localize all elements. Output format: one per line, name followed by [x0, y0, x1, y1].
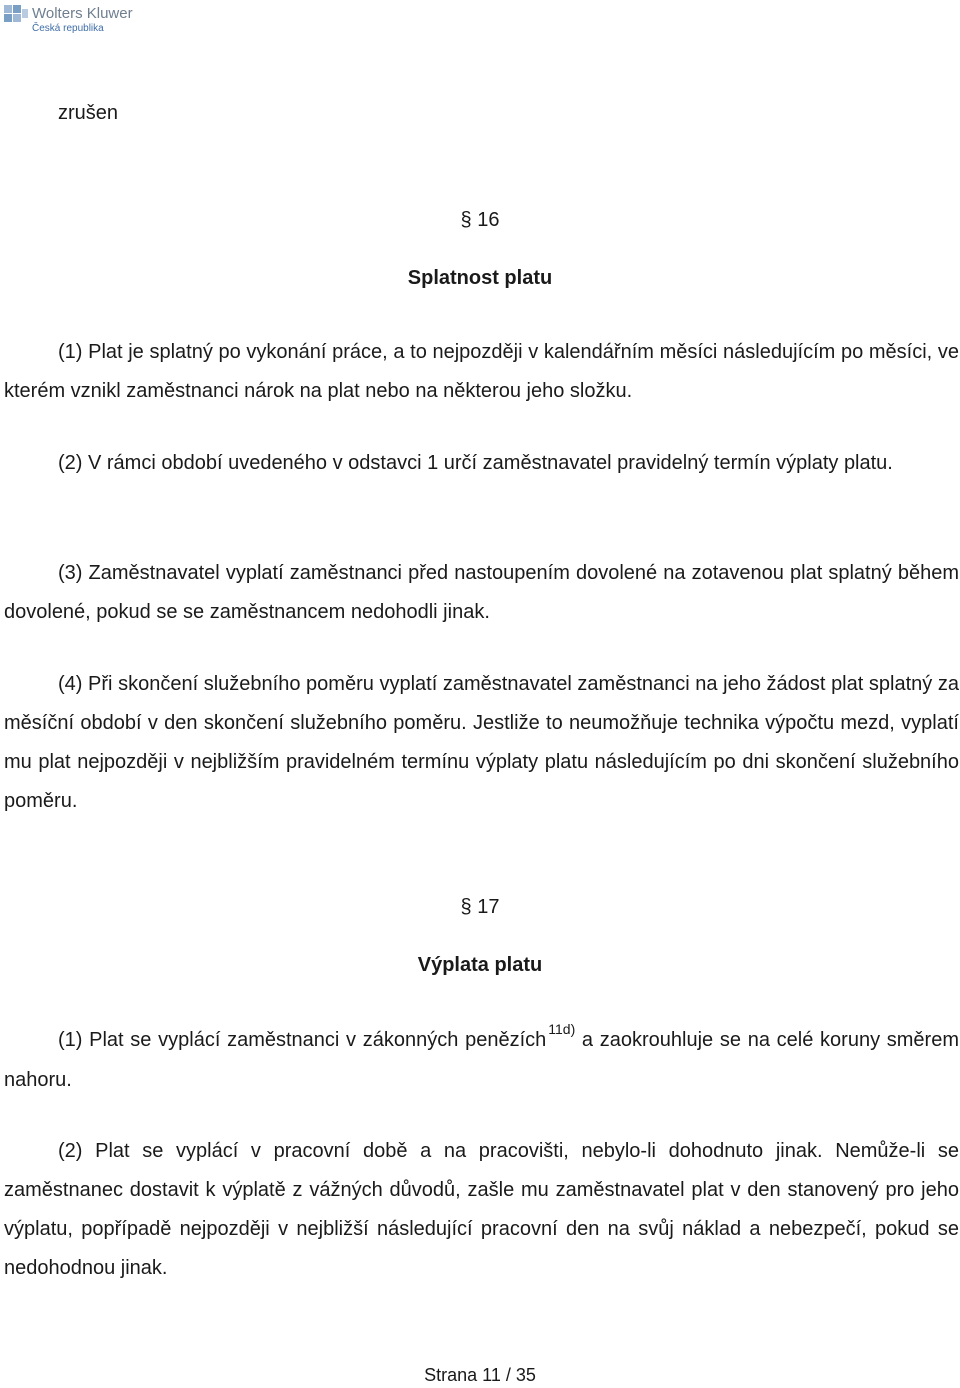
- section-16-paragraph-1: (1) Plat je splatný po vykonání práce, a to nejpozději v kalendářním měsíci následujícím po měsíci, ve kterém vznikl zaměstnanci nárok na plat nebo na některou jeho složku.: [4, 341, 959, 402]
- footnote-reference-link[interactable]: 11d): [548, 1021, 576, 1037]
- repeal-status-text: zrušen: [58, 102, 119, 124]
- publisher-logo: [4, 3, 154, 35]
- section-17-title: Výplata platu: [417, 954, 543, 976]
- section-17-paragraph-2: (2) Plat se vyplácí v pracovní době a na pracovišti, nebylo-li dohodnuto jinak. Nemůže-li se zaměstnanec dostavit k výplatě z vážných důvodů, zašle mu zaměstnavatel plat v den stanovený pro jeho výplatu, popřípadě nejpozději v nejbližší následující pracovní den na svůj náklad a nebezpečí, pokud se nedohodnou jinak.: [4, 1140, 959, 1279]
- section-16-paragraph-2: (2) V rámci období uvedeného v odstavci 1 určí zaměstnavatel pravidelný termín výplaty platu.: [58, 452, 893, 474]
- page-number-footer: Strana 11 / 35: [424, 1365, 536, 1385]
- logo-region-text: Česká republika: [32, 23, 104, 34]
- logo-mark-icon: [4, 5, 28, 22]
- section-16-paragraph-3: (3) Zaměstnavatel vyplatí zaměstnanci před nastoupením dovolené na zotavenou plat splatný během dovolené, pokud se se zaměstnancem nedohodli jinak.: [4, 562, 959, 623]
- section-16-paragraph-4: (4) Při skončení služebního poměru vyplatí zaměstnavatel zaměstnanci na jeho žádost plat splatný za měsíční období v den skončení služebního poměru. Jestliže to neumožňuje technika výpočtu mezd, vyplatí mu plat nejpozději v nejbližším pravidelném termínu výplaty platu následujícím po dni skončení služebního poměru.: [4, 673, 959, 812]
- section-16-number: § 16: [460, 209, 500, 231]
- logo-brand-text: Wolters Kluwer: [32, 5, 133, 22]
- section-17-paragraph-1-text: (1) Plat se vyplácí zaměstnanci v zákonných penězích: [58, 1029, 547, 1051]
- wolters-kluwer-logo-icon: [4, 3, 154, 35]
- section-17-paragraph-1-text-end: a zaokrouhluje se na celé koruny směrem nahoru.: [4, 1029, 959, 1091]
- section-16-title: Splatnost platu: [407, 267, 553, 289]
- section-17-paragraph-1: [4, 1021, 959, 1100]
- section-17-number: § 17: [460, 896, 500, 918]
